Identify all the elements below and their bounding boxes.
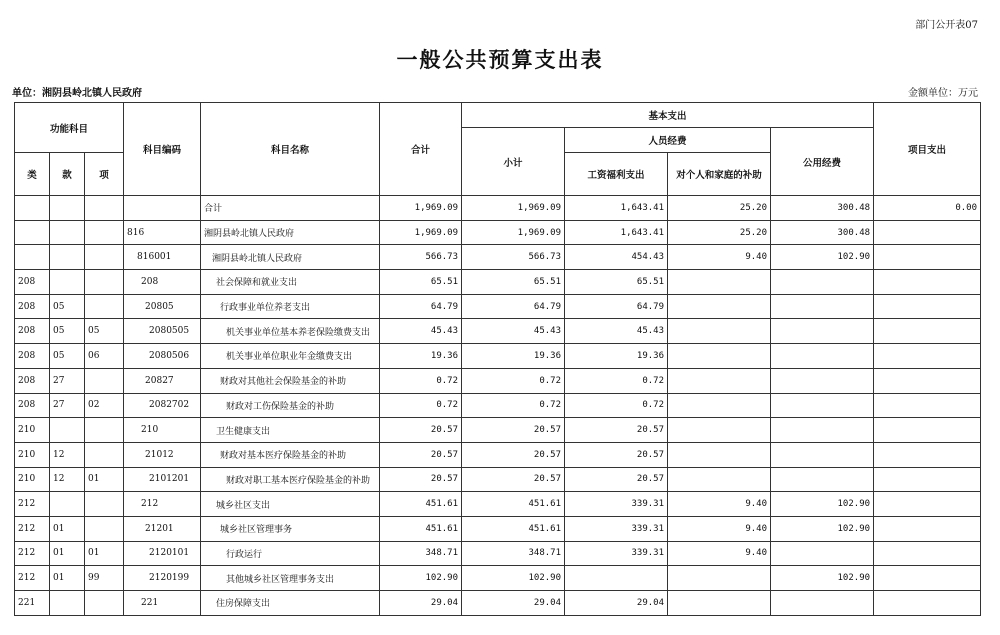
cell-wage: 65.51 <box>565 270 668 295</box>
cell-name: 财政对工伤保险基金的补助 <box>201 393 380 418</box>
cell-lei: 208 <box>15 319 50 344</box>
cell-kuan <box>50 270 85 295</box>
cell-total: 348.71 <box>380 541 462 566</box>
cell-public: 300.48 <box>771 220 874 245</box>
cell-subtotal: 451.61 <box>462 492 565 517</box>
cell-subsidy <box>668 319 771 344</box>
cell-subsidy <box>668 393 771 418</box>
cell-xiang: 02 <box>85 393 124 418</box>
cell-kuan: 01 <box>50 566 85 591</box>
cell-total: 102.90 <box>380 566 462 591</box>
cell-project <box>874 467 981 492</box>
cell-xiang <box>85 270 124 295</box>
header-public: 公用经费 <box>771 128 874 196</box>
cell-code: 221 <box>124 591 201 616</box>
cell-kuan: 27 <box>50 368 85 393</box>
cell-project: 0.00 <box>874 196 981 221</box>
cell-subtotal: 0.72 <box>462 368 565 393</box>
cell-name: 城乡社区支出 <box>201 492 380 517</box>
cell-subsidy <box>668 566 771 591</box>
cell-wage: 339.31 <box>565 541 668 566</box>
cell-wage: 339.31 <box>565 492 668 517</box>
cell-subsidy: 25.20 <box>668 220 771 245</box>
table-row <box>15 393 981 418</box>
cell-code: 208 <box>124 270 201 295</box>
cell-project <box>874 442 981 467</box>
money-unit-label: 金额单位：万元 <box>908 88 978 99</box>
table-row <box>15 516 981 541</box>
header-subtotal: 小计 <box>462 128 565 196</box>
cell-code: 2080506 <box>124 344 201 369</box>
cell-subsidy <box>668 418 771 443</box>
cell-lei <box>15 245 50 270</box>
cell-lei: 212 <box>15 516 50 541</box>
cell-name: 财政对其他社会保险基金的补助 <box>201 368 380 393</box>
table-row <box>15 541 981 566</box>
cell-xiang <box>85 245 124 270</box>
cell-subtotal: 1,969.09 <box>462 220 565 245</box>
cell-project <box>874 319 981 344</box>
cell-xiang <box>85 220 124 245</box>
cell-lei: 208 <box>15 344 50 369</box>
cell-lei: 212 <box>15 566 50 591</box>
unit-label: 单位：湘阴县岭北镇人民政府 <box>12 88 142 99</box>
cell-public <box>771 541 874 566</box>
cell-kuan <box>50 245 85 270</box>
cell-project <box>874 220 981 245</box>
cell-lei <box>15 220 50 245</box>
table-row <box>15 344 981 369</box>
cell-code: 210 <box>124 418 201 443</box>
cell-name: 机关事业单位职业年金缴费支出 <box>201 344 380 369</box>
cell-name: 城乡社区管理事务 <box>201 516 380 541</box>
cell-xiang <box>85 591 124 616</box>
cell-subsidy: 9.40 <box>668 245 771 270</box>
cell-code: 212 <box>124 492 201 517</box>
cell-wage: 20.57 <box>565 418 668 443</box>
table-row <box>15 245 981 270</box>
cell-wage: 1,643.41 <box>565 220 668 245</box>
cell-wage: 1,643.41 <box>565 196 668 221</box>
cell-wage: 454.43 <box>565 245 668 270</box>
cell-subtotal: 566.73 <box>462 245 565 270</box>
cell-xiang <box>85 418 124 443</box>
header-code: 科目编码 <box>124 103 201 196</box>
cell-wage: 0.72 <box>565 393 668 418</box>
cell-wage: 339.31 <box>565 516 668 541</box>
cell-public <box>771 418 874 443</box>
cell-wage: 19.36 <box>565 344 668 369</box>
cell-lei: 208 <box>15 270 50 295</box>
cell-code: 20805 <box>124 294 201 319</box>
cell-total: 20.57 <box>380 418 462 443</box>
cell-subsidy <box>668 591 771 616</box>
cell-public: 300.48 <box>771 196 874 221</box>
table-row <box>15 442 981 467</box>
header-lei: 类 <box>15 153 50 196</box>
cell-project <box>874 566 981 591</box>
cell-subsidy: 25.20 <box>668 196 771 221</box>
cell-lei: 208 <box>15 393 50 418</box>
cell-name: 合计 <box>201 196 380 221</box>
cell-xiang <box>85 368 124 393</box>
cell-xiang: 01 <box>85 467 124 492</box>
table-row <box>15 319 981 344</box>
cell-wage: 20.57 <box>565 467 668 492</box>
cell-subtotal: 64.79 <box>462 294 565 319</box>
header-project: 项目支出 <box>874 103 981 196</box>
cell-kuan: 05 <box>50 319 85 344</box>
cell-xiang: 99 <box>85 566 124 591</box>
cell-name: 卫生健康支出 <box>201 418 380 443</box>
cell-public <box>771 294 874 319</box>
cell-subsidy: 9.40 <box>668 541 771 566</box>
cell-xiang <box>85 442 124 467</box>
cell-xiang <box>85 196 124 221</box>
header-personnel: 人员经费 <box>565 128 771 153</box>
cell-public <box>771 467 874 492</box>
cell-project <box>874 270 981 295</box>
cell-subsidy <box>668 442 771 467</box>
cell-subsidy <box>668 294 771 319</box>
cell-xiang: 05 <box>85 319 124 344</box>
cell-public <box>771 591 874 616</box>
cell-name: 住房保障支出 <box>201 591 380 616</box>
cell-lei: 208 <box>15 294 50 319</box>
cell-public: 102.90 <box>771 245 874 270</box>
cell-project <box>874 294 981 319</box>
cell-wage: 20.57 <box>565 442 668 467</box>
cell-lei <box>15 196 50 221</box>
cell-project <box>874 245 981 270</box>
cell-wage: 0.72 <box>565 368 668 393</box>
table-row <box>15 294 981 319</box>
cell-code: 21012 <box>124 442 201 467</box>
budget-table <box>14 102 981 616</box>
cell-subsidy: 9.40 <box>668 492 771 517</box>
header-wage: 工资福利支出 <box>565 153 668 196</box>
cell-wage: 45.43 <box>565 319 668 344</box>
cell-project <box>874 541 981 566</box>
cell-code: 816001 <box>124 245 201 270</box>
cell-lei: 208 <box>15 368 50 393</box>
cell-public <box>771 393 874 418</box>
cell-name: 机关事业单位基本养老保险缴费支出 <box>201 319 380 344</box>
cell-wage <box>565 566 668 591</box>
cell-name: 财政对基本医疗保险基金的补助 <box>201 442 380 467</box>
cell-subtotal: 1,969.09 <box>462 196 565 221</box>
form-number: 部门公开表07 <box>915 20 978 31</box>
cell-name: 其他城乡社区管理事务支出 <box>201 566 380 591</box>
table-row <box>15 591 981 616</box>
cell-total: 0.72 <box>380 368 462 393</box>
header-basic: 基本支出 <box>462 103 874 128</box>
header-func: 功能科目 <box>15 103 124 153</box>
table-row <box>15 418 981 443</box>
cell-code: 2082702 <box>124 393 201 418</box>
cell-xiang: 06 <box>85 344 124 369</box>
cell-subsidy <box>668 368 771 393</box>
cell-xiang: 01 <box>85 541 124 566</box>
cell-subtotal: 19.36 <box>462 344 565 369</box>
cell-name: 湘阴县岭北镇人民政府 <box>201 220 380 245</box>
cell-name: 社会保障和就业支出 <box>201 270 380 295</box>
cell-lei: 210 <box>15 442 50 467</box>
cell-project <box>874 368 981 393</box>
cell-total: 29.04 <box>380 591 462 616</box>
cell-public: 102.90 <box>771 566 874 591</box>
cell-public <box>771 319 874 344</box>
cell-code: 2120101 <box>124 541 201 566</box>
cell-code: 20827 <box>124 368 201 393</box>
cell-wage: 64.79 <box>565 294 668 319</box>
cell-subtotal: 0.72 <box>462 393 565 418</box>
cell-code: 2080505 <box>124 319 201 344</box>
cell-kuan: 12 <box>50 442 85 467</box>
cell-project <box>874 492 981 517</box>
cell-code: 2101201 <box>124 467 201 492</box>
header-kuan: 款 <box>50 153 85 196</box>
cell-project <box>874 418 981 443</box>
cell-total: 65.51 <box>380 270 462 295</box>
cell-public <box>771 368 874 393</box>
header-subsidy: 对个人和家庭的补助 <box>668 153 771 196</box>
cell-code: 2120199 <box>124 566 201 591</box>
header-name: 科目名称 <box>201 103 380 196</box>
cell-subtotal: 20.57 <box>462 442 565 467</box>
cell-subsidy <box>668 344 771 369</box>
cell-wage: 29.04 <box>565 591 668 616</box>
cell-subtotal: 20.57 <box>462 418 565 443</box>
cell-kuan: 01 <box>50 541 85 566</box>
cell-kuan: 12 <box>50 467 85 492</box>
cell-subsidy: 9.40 <box>668 516 771 541</box>
cell-name: 湘阴县岭北镇人民政府 <box>201 245 380 270</box>
cell-subtotal: 451.61 <box>462 516 565 541</box>
cell-project <box>874 393 981 418</box>
cell-public <box>771 344 874 369</box>
cell-total: 20.57 <box>380 442 462 467</box>
cell-total: 20.57 <box>380 467 462 492</box>
cell-subtotal: 20.57 <box>462 467 565 492</box>
cell-code: 21201 <box>124 516 201 541</box>
cell-name: 行政事业单位养老支出 <box>201 294 380 319</box>
cell-total: 0.72 <box>380 393 462 418</box>
cell-code: 816 <box>124 220 201 245</box>
cell-kuan <box>50 196 85 221</box>
cell-lei: 210 <box>15 467 50 492</box>
header-xiang: 项 <box>85 153 124 196</box>
cell-kuan: 01 <box>50 516 85 541</box>
table-row <box>15 492 981 517</box>
cell-total: 19.36 <box>380 344 462 369</box>
cell-xiang <box>85 294 124 319</box>
cell-total: 1,969.09 <box>380 220 462 245</box>
cell-kuan <box>50 591 85 616</box>
cell-kuan: 05 <box>50 344 85 369</box>
cell-subtotal: 102.90 <box>462 566 565 591</box>
cell-code <box>124 196 201 221</box>
cell-kuan: 05 <box>50 294 85 319</box>
cell-lei: 210 <box>15 418 50 443</box>
cell-subsidy <box>668 467 771 492</box>
cell-name: 财政对职工基本医疗保险基金的补助 <box>201 467 380 492</box>
cell-name: 行政运行 <box>201 541 380 566</box>
cell-public <box>771 270 874 295</box>
cell-total: 1,969.09 <box>380 196 462 221</box>
cell-total: 64.79 <box>380 294 462 319</box>
cell-subsidy <box>668 270 771 295</box>
cell-kuan <box>50 492 85 517</box>
cell-subtotal: 29.04 <box>462 591 565 616</box>
cell-public <box>771 442 874 467</box>
cell-subtotal: 348.71 <box>462 541 565 566</box>
table-row <box>15 270 981 295</box>
cell-project <box>874 344 981 369</box>
cell-kuan <box>50 220 85 245</box>
cell-xiang <box>85 516 124 541</box>
cell-project <box>874 516 981 541</box>
cell-lei: 221 <box>15 591 50 616</box>
table-row <box>15 220 981 245</box>
cell-subtotal: 65.51 <box>462 270 565 295</box>
cell-total: 45.43 <box>380 319 462 344</box>
cell-kuan <box>50 418 85 443</box>
cell-xiang <box>85 492 124 517</box>
cell-kuan: 27 <box>50 393 85 418</box>
cell-lei: 212 <box>15 492 50 517</box>
cell-lei: 212 <box>15 541 50 566</box>
table-row <box>15 196 981 221</box>
cell-total: 451.61 <box>380 516 462 541</box>
cell-project <box>874 591 981 616</box>
cell-total: 451.61 <box>380 492 462 517</box>
cell-subtotal: 45.43 <box>462 319 565 344</box>
cell-total: 566.73 <box>380 245 462 270</box>
page-title: 一般公共预算支出表 <box>396 47 604 72</box>
header-total: 合计 <box>380 103 462 196</box>
table-row <box>15 566 981 591</box>
cell-public: 102.90 <box>771 492 874 517</box>
table-row <box>15 467 981 492</box>
cell-public: 102.90 <box>771 516 874 541</box>
table-row <box>15 368 981 393</box>
